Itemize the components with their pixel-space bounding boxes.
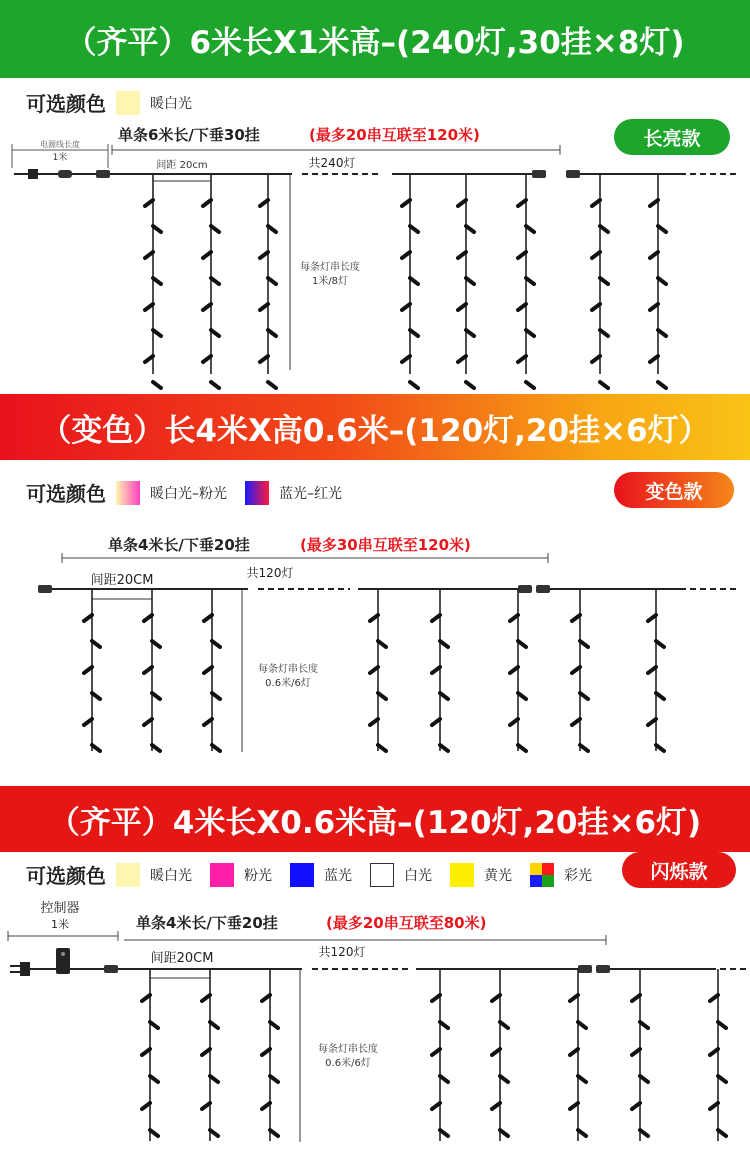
bulb-icon: [656, 693, 664, 699]
bulb-icon: [410, 382, 418, 388]
badge-label: 闪烁款: [650, 860, 708, 883]
swatch-name: 暖白光–粉光: [150, 485, 227, 502]
swatch-name: 彩光: [564, 867, 592, 884]
bulb-icon: [203, 200, 211, 206]
bulb-icon: [710, 995, 718, 1001]
bulb-icon: [204, 667, 212, 673]
color-options-label: 可选颜色: [26, 92, 106, 116]
bulb-icon: [640, 1076, 648, 1082]
bulb-icon: [458, 200, 466, 206]
bulb-icon: [578, 1022, 586, 1028]
bulb-icon: [510, 615, 518, 621]
bulb-icon: [458, 252, 466, 258]
bulb-icon: [270, 1130, 278, 1136]
bulb-icon: [144, 667, 152, 673]
badge-label: 长亮款: [643, 127, 701, 150]
bulb-icon: [432, 615, 440, 621]
bulb-icon: [648, 615, 656, 621]
bulb-icon: [650, 304, 658, 310]
bulb-icon: [632, 995, 640, 1001]
bulb-icon: [458, 304, 466, 310]
swatch-name: 蓝光: [324, 867, 352, 884]
bulb-icon: [153, 382, 161, 388]
light-drops: [142, 969, 726, 1141]
bulb-icon: [518, 304, 526, 310]
bulb-icon: [153, 330, 161, 336]
bulb-icon: [572, 719, 580, 725]
bulb-icon: [410, 226, 418, 232]
bulb-icon: [658, 330, 666, 336]
bulb-icon: [410, 278, 418, 284]
badge-label: 变色款: [645, 480, 703, 503]
spacing-label: 间距20CM: [90, 573, 154, 588]
bulb-icon: [402, 252, 410, 258]
bulb-icon: [658, 382, 666, 388]
bulb-icon: [212, 641, 220, 647]
bulb-icon: [580, 693, 588, 699]
bulb-icon: [260, 304, 268, 310]
bulb-icon: [650, 252, 658, 258]
bulb-icon: [718, 1130, 726, 1136]
bulb-icon: [142, 995, 150, 1001]
bulb-icon: [370, 615, 378, 621]
bulb-icon: [432, 719, 440, 725]
bulb-icon: [145, 200, 153, 206]
bulb-icon: [432, 1103, 440, 1109]
bulb-icon: [492, 995, 500, 1001]
bulb-icon: [92, 745, 100, 751]
bulb-icon: [410, 330, 418, 336]
bulb-icon: [440, 1130, 448, 1136]
bulb-icon: [211, 226, 219, 232]
cable-length-value: 1米: [52, 153, 68, 163]
bulb-icon: [211, 330, 219, 336]
section-2-title: （变色）长4米X高0.6米–(120灯,20挂×6灯）: [40, 412, 710, 449]
bulb-icon: [92, 641, 100, 647]
light-drops: [84, 589, 664, 751]
controller-label: 控制器: [40, 901, 80, 916]
spec-red: (最多30串互联至120米): [300, 536, 471, 554]
bulb-icon: [152, 693, 160, 699]
bulb-icon: [432, 1049, 440, 1055]
bulb-icon: [268, 226, 276, 232]
bulb-icon: [518, 745, 526, 751]
bulb-icon: [600, 382, 608, 388]
bulb-icon: [500, 1130, 508, 1136]
bulb-icon: [572, 667, 580, 673]
section-3-diagram: [0, 852, 750, 1154]
bulb-icon: [212, 693, 220, 699]
bulb-icon: [145, 252, 153, 258]
bulb-icon: [640, 1022, 648, 1028]
bulb-icon: [440, 1076, 448, 1082]
bulb-icon: [570, 995, 578, 1001]
bulb-icon: [500, 1022, 508, 1028]
bulb-icon: [210, 1130, 218, 1136]
section-2-diagram: [0, 394, 750, 786]
light-drops: [145, 174, 666, 388]
plug-icon: [20, 962, 30, 976]
swatch-name: 暖白光: [150, 95, 192, 112]
bulb-icon: [370, 719, 378, 725]
bulb-icon: [402, 304, 410, 310]
bulb-icon: [144, 615, 152, 621]
color-options-label: 可选颜色: [26, 864, 106, 888]
bulb-icon: [526, 382, 534, 388]
bulb-icon: [578, 1130, 586, 1136]
bulb-icon: [526, 226, 534, 232]
swatch-name: 蓝光–红光: [279, 485, 342, 502]
bulb-icon: [262, 995, 270, 1001]
bulb-icon: [440, 1022, 448, 1028]
bulb-icon: [710, 1049, 718, 1055]
bulb-icon: [202, 995, 210, 1001]
bulb-icon: [592, 200, 600, 206]
bulb-icon: [518, 693, 526, 699]
bulb-icon: [492, 1049, 500, 1055]
color-options-label: 可选颜色: [26, 482, 106, 506]
section-1-diagram: [0, 0, 750, 394]
bulb-icon: [710, 1103, 718, 1109]
bulb-icon: [268, 278, 276, 284]
spec-red: (最多20串互联至120米): [309, 126, 480, 144]
bulb-icon: [203, 304, 211, 310]
bulb-icon: [578, 1076, 586, 1082]
bulb-icon: [600, 226, 608, 232]
bulb-icon: [518, 200, 526, 206]
bulb-icon: [632, 1103, 640, 1109]
swatch-name: 白光: [404, 867, 432, 884]
bulb-icon: [592, 356, 600, 362]
bulb-icon: [466, 382, 474, 388]
cable-length-label: 电源线长度: [40, 140, 80, 149]
bulb-icon: [153, 226, 161, 232]
total-lights: 共240灯: [308, 156, 356, 170]
plug-icon: [28, 169, 38, 179]
bulb-icon: [152, 641, 160, 647]
string-length-value: 1米/8灯: [311, 276, 349, 287]
bulb-icon: [510, 719, 518, 725]
bulb-icon: [378, 693, 386, 699]
bulb-icon: [656, 641, 664, 647]
bulb-icon: [492, 1103, 500, 1109]
bulb-icon: [260, 252, 268, 258]
bulb-icon: [518, 356, 526, 362]
bulb-icon: [656, 745, 664, 751]
bulb-icon: [440, 693, 448, 699]
bulb-icon: [260, 356, 268, 362]
string-length-value: 0.6米/6灯: [325, 1058, 371, 1069]
bulb-icon: [202, 1049, 210, 1055]
bulb-icon: [84, 719, 92, 725]
spacing-label: 间距20CM: [150, 951, 214, 966]
bulb-icon: [150, 1022, 158, 1028]
spec-main: 单条4米长/下垂20挂: [136, 914, 278, 932]
bulb-icon: [204, 615, 212, 621]
controller-icon: [56, 948, 70, 974]
bulb-icon: [640, 1130, 648, 1136]
bulb-icon: [268, 330, 276, 336]
bulb-icon: [466, 278, 474, 284]
bulb-icon: [260, 200, 268, 206]
bulb-icon: [211, 278, 219, 284]
bulb-icon: [592, 252, 600, 258]
bulb-icon: [648, 667, 656, 673]
bulb-icon: [262, 1049, 270, 1055]
bulb-icon: [378, 641, 386, 647]
bulb-icon: [204, 719, 212, 725]
bulb-icon: [203, 252, 211, 258]
bulb-icon: [402, 200, 410, 206]
string-length-value: 0.6米/6灯: [265, 678, 311, 689]
bulb-icon: [650, 200, 658, 206]
total-lights: 共120灯: [318, 945, 366, 959]
bulb-icon: [500, 1076, 508, 1082]
bulb-icon: [202, 1103, 210, 1109]
string-length-label: 每条灯串长度: [258, 664, 318, 675]
bulb-icon: [600, 278, 608, 284]
bulb-icon: [572, 615, 580, 621]
cable-length-value: 1米: [51, 918, 69, 931]
bulb-icon: [210, 1076, 218, 1082]
bulb-icon: [658, 226, 666, 232]
bulb-icon: [570, 1049, 578, 1055]
swatch-name: 黄光: [484, 867, 512, 884]
bulb-icon: [150, 1076, 158, 1082]
bulb-icon: [718, 1076, 726, 1082]
bulb-icon: [432, 667, 440, 673]
bulb-icon: [458, 356, 466, 362]
bulb-icon: [268, 382, 276, 388]
string-length-label: 每条灯串长度: [318, 1044, 378, 1055]
spec-main: 单条4米长/下垂20挂: [108, 536, 250, 554]
bulb-icon: [526, 278, 534, 284]
bulb-icon: [152, 745, 160, 751]
bulb-icon: [145, 356, 153, 362]
bulb-icon: [650, 356, 658, 362]
bulb-icon: [510, 667, 518, 673]
section-1-title: （齐平）6米长X1米高–(240灯,30挂×8灯): [65, 24, 685, 61]
bulb-icon: [632, 1049, 640, 1055]
bulb-icon: [580, 745, 588, 751]
bulb-icon: [592, 304, 600, 310]
bulb-icon: [580, 641, 588, 647]
bulb-icon: [648, 719, 656, 725]
bulb-icon: [212, 745, 220, 751]
bulb-icon: [210, 1022, 218, 1028]
bulb-icon: [150, 1130, 158, 1136]
bulb-icon: [378, 745, 386, 751]
bulb-icon: [432, 995, 440, 1001]
bulb-icon: [211, 382, 219, 388]
connector-icon: [104, 965, 118, 973]
bulb-icon: [270, 1076, 278, 1082]
bulb-icon: [466, 226, 474, 232]
bulb-icon: [142, 1049, 150, 1055]
bulb-icon: [203, 356, 211, 362]
bulb-icon: [270, 1022, 278, 1028]
bulb-icon: [262, 1103, 270, 1109]
spec-main: 单条6米长/下垂30挂: [118, 126, 260, 144]
bulb-icon: [718, 1022, 726, 1028]
bulb-icon: [370, 667, 378, 673]
section-3-title-banner: [0, 786, 750, 852]
total-lights: 共120灯: [246, 566, 294, 580]
bulb-icon: [466, 330, 474, 336]
bulb-icon: [84, 667, 92, 673]
bulb-icon: [144, 719, 152, 725]
bulb-icon: [402, 356, 410, 362]
connector-icon: [96, 170, 110, 178]
bulb-icon: [518, 252, 526, 258]
bulb-icon: [658, 278, 666, 284]
bulb-icon: [570, 1103, 578, 1109]
bulb-icon: [440, 641, 448, 647]
bulb-icon: [518, 641, 526, 647]
swatch-name: 暖白光: [150, 867, 192, 884]
bulb-icon: [600, 330, 608, 336]
bulb-icon: [92, 693, 100, 699]
bulb-icon: [526, 330, 534, 336]
bulb-icon: [84, 615, 92, 621]
bulb-icon: [153, 278, 161, 284]
spacing-label: 间距 20cm: [156, 160, 208, 171]
bulb-icon: [440, 745, 448, 751]
spec-red: (最多20串互联至80米): [326, 914, 487, 932]
section-3-title: （齐平）4米长X0.6米高–(120灯,20挂×6灯): [48, 804, 702, 841]
bulb-icon: [145, 304, 153, 310]
string-length-label: 每条灯串长度: [300, 262, 360, 273]
bulb-icon: [142, 1103, 150, 1109]
connector-icon: [38, 585, 52, 593]
swatch-name: 粉光: [244, 867, 272, 884]
